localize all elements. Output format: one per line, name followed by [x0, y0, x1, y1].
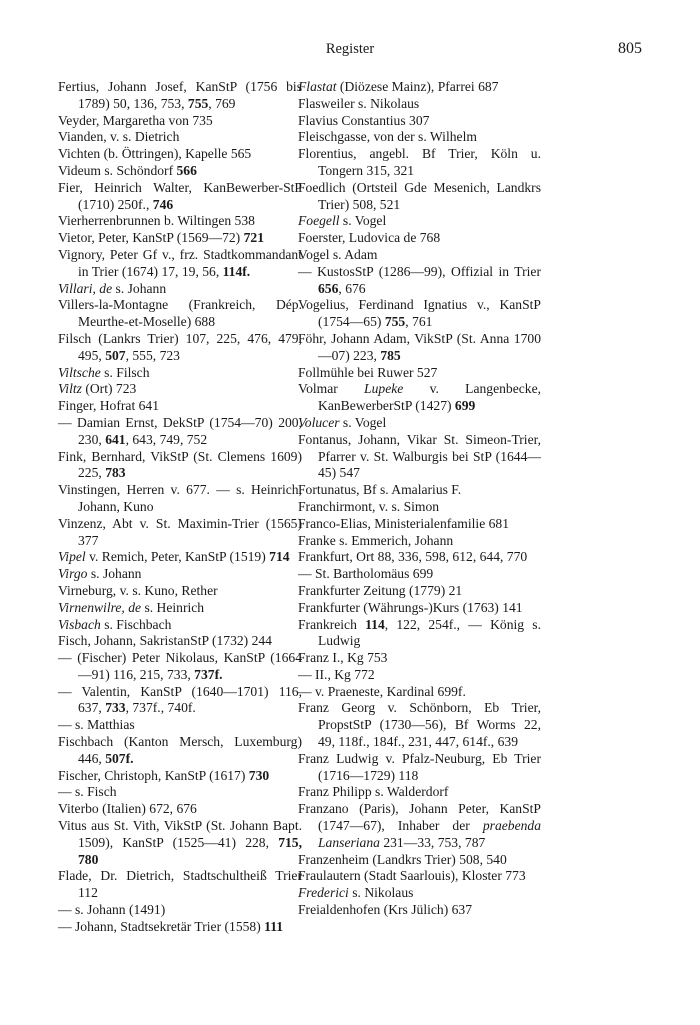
index-entry: Vinstingen, Herren v. 677. — s. Heinrich, Johann, Kuno	[58, 482, 302, 514]
index-entry: Finger, Hofrat 641	[58, 398, 160, 414]
index-entry: — II., Kg 772	[298, 666, 375, 682]
index-entry: Virnenwilre, de s. Heinrich	[58, 599, 205, 615]
index-entry: — Johann, Stadtsekretär Trier (1558) 111	[58, 918, 284, 934]
index-entry: — s. Matthias	[58, 717, 135, 733]
index-entry: Fertius, Johann Josef, KanStP (1756 bis 1789) 50, 136, 753, 755, 769	[58, 79, 302, 111]
index-entry: Fleischgasse, von der s. Wilhelm	[298, 129, 477, 145]
index-entry: Volucer s. Vogel	[298, 414, 387, 430]
index-entry: Frankreich 114, 122, 254f., — König s. Ludwig	[298, 616, 541, 649]
index-entry: Vianden, v. s. Dietrich	[58, 129, 180, 145]
index-entry: Vipel v. Remich, Peter, KanStP (1519) 714	[58, 549, 290, 565]
index-entry: — v. Praeneste, Kardinal 699f.	[298, 683, 466, 699]
index-entry: Vinzenz, Abt v. St. Maximin-Trier (1565) 377	[58, 515, 302, 548]
index-entry: Franzano (Paris), Johann Peter, KanStP (1747—67), Inhaber der praebenda Lanseriana 231—33, 753, 787	[298, 801, 541, 850]
index-entry: Virgo s. Johann	[58, 566, 142, 582]
index-entry: Flastat (Diözese Mainz), Pfarrei 687	[298, 79, 499, 94]
index-entry: Franz Ludwig v. Pfalz-Neuburg, Eb Trier (1716—1729) 118	[298, 750, 541, 783]
index-entry: Veyder, Margaretha von 735	[58, 112, 213, 128]
index-entry: — s. Johann (1491)	[58, 902, 166, 918]
index-entry: — Valentin, KanStP (1640—1701) 116, 637, 733, 737f., 740f.	[58, 683, 302, 716]
index-entry: Frederici s. Nikolaus	[298, 885, 414, 901]
index-entry: Frankfurter Zeitung (1779) 21	[298, 582, 463, 598]
index-entry: Fier, Heinrich Walter, KanBewerber-StP (1710) 250f., 746	[58, 179, 302, 212]
index-entry: Villari, de s. Johann	[58, 280, 167, 296]
index-entry: Viterbo (Italien) 672, 676	[58, 801, 197, 817]
index-entry: Franchirmont, v. s. Simon	[298, 498, 440, 514]
index-entry: Flasweiler s. Nikolaus	[298, 95, 420, 111]
index-entry: — KustosStP (1286—99), Offizial in Trier 656, 676	[298, 263, 541, 296]
index-entry: Freialdenhofen (Krs Jülich) 637	[298, 902, 473, 918]
index-entry: Filsch (Lankrs Trier) 107, 225, 476, 479, 495, 507, 555, 723	[58, 330, 302, 363]
index-entry: Viltsche s. Filsch	[58, 364, 150, 380]
index-entry: Franz I., Kg 753	[298, 650, 388, 666]
index-entry: Follmühle bei Ruwer 527	[298, 364, 438, 380]
index-entry: Videum s. Schöndorf 566	[58, 162, 197, 178]
index-entry: Fischer, Christoph, KanStP (1617) 730	[58, 767, 270, 783]
index-entry: Vogel s. Adam	[298, 246, 378, 262]
index-entry: Vitus aus St. Vith, VikStP (St. Johann Bapt. 1509), KanStP (1525—41) 228, 715, 780	[58, 818, 302, 867]
index-column-right	[298, 79, 541, 919]
index-entry: Flade, Dr. Dietrich, Stadtschultheiß Trier 112	[58, 868, 302, 901]
index-entry: Fink, Bernhard, VikStP (St. Clemens 1609) 225, 783	[58, 448, 302, 481]
index-entry: Vogelius, Ferdinand Ignatius v., KanStP (1754—65) 755, 761	[298, 297, 541, 330]
index-entry: Frankfurter (Währungs-)Kurs (1763) 141	[298, 599, 523, 615]
index-column-left	[58, 79, 302, 936]
index-entry: Föhr, Johann Adam, VikStP (St. Anna 1700—07) 223, 785	[298, 330, 541, 363]
index-entry: Franco-Elias, Ministerialenfamilie 681	[298, 515, 510, 531]
index-entry: Franz Georg v. Schönborn, Eb Trier, PropstStP (1730—56), Bf Worms 22, 49, 118f., 184f., 231, 447, 614f., 639	[298, 700, 541, 750]
index-entry: Franzenheim (Landkrs Trier) 508, 540	[298, 851, 507, 867]
index-entry: Volmar Lupeke v. Langenbecke, KanBewerberStP (1427) 699	[298, 381, 542, 414]
index-entry: — Damian Ernst, DekStP (1754—70) 200, 230, 641, 643, 749, 752	[58, 414, 302, 447]
index-entry: — St. Bartholomäus 699	[298, 566, 434, 582]
page-number: 805	[618, 40, 642, 57]
index-entry: Fisch, Johann, SakristanStP (1732) 244	[58, 633, 272, 649]
index-entry: Visbach s. Fischbach	[58, 616, 172, 632]
index-entry: Fraulautern (Stadt Saarlouis), Kloster 773	[298, 868, 526, 884]
index-entry: Franz Philipp s. Walderdorf	[298, 784, 449, 800]
index-entry: Foegell s. Vogel	[298, 213, 387, 229]
index-entry: Villers-la-Montagne (Frankreich, Dép. Meurthe-et-Moselle) 688	[58, 297, 302, 330]
index-entry: Fontanus, Johann, Vikar St. Simeon-Trier, Pfarrer v. St. Walburgis bei StP (1644—45) 547	[298, 431, 541, 481]
index-entry: Foedlich (Ortsteil Gde Mesenich, Landkrs Trier) 508, 521	[298, 179, 541, 212]
index-entry: — (Fischer) Peter Nikolaus, KanStP (1664—91) 116, 215, 733, 737f.	[58, 650, 302, 682]
index-entry: — s. Fisch	[58, 784, 117, 800]
index-entry: Franke s. Emmerich, Johann	[298, 532, 454, 548]
index-entry: Vignory, Peter Gf v., frz. Stadtkommandant in Trier (1674) 17, 19, 56, 114f.	[58, 246, 302, 279]
index-entry: Vietor, Peter, KanStP (1569—72) 721	[58, 230, 265, 246]
index-entry: Viltz (Ort) 723	[58, 381, 137, 397]
index-entry: Fischbach (Kanton Mersch, Luxemburg) 446, 507f.	[58, 734, 302, 766]
index-entry: Fortunatus, Bf s. Amalarius F.	[298, 482, 462, 498]
index-entry: Foerster, Ludovica de 768	[298, 230, 441, 246]
index-entry: Vierherrenbrunnen b. Wiltingen 538	[58, 213, 255, 229]
index-entry: Flavius Constantius 307	[298, 112, 430, 128]
index-entry: Virneburg, v. s. Kuno, Rether	[58, 582, 218, 598]
running-header-title: Register	[325, 41, 375, 57]
index-entry: Vichten (b. Öttringen), Kapelle 565	[58, 146, 252, 162]
index-entry: Frankfurt, Ort 88, 336, 598, 612, 644, 770	[298, 549, 528, 565]
index-entry: Florentius, angebl. Bf Trier, Köln u. Tongern 315, 321	[298, 146, 541, 178]
